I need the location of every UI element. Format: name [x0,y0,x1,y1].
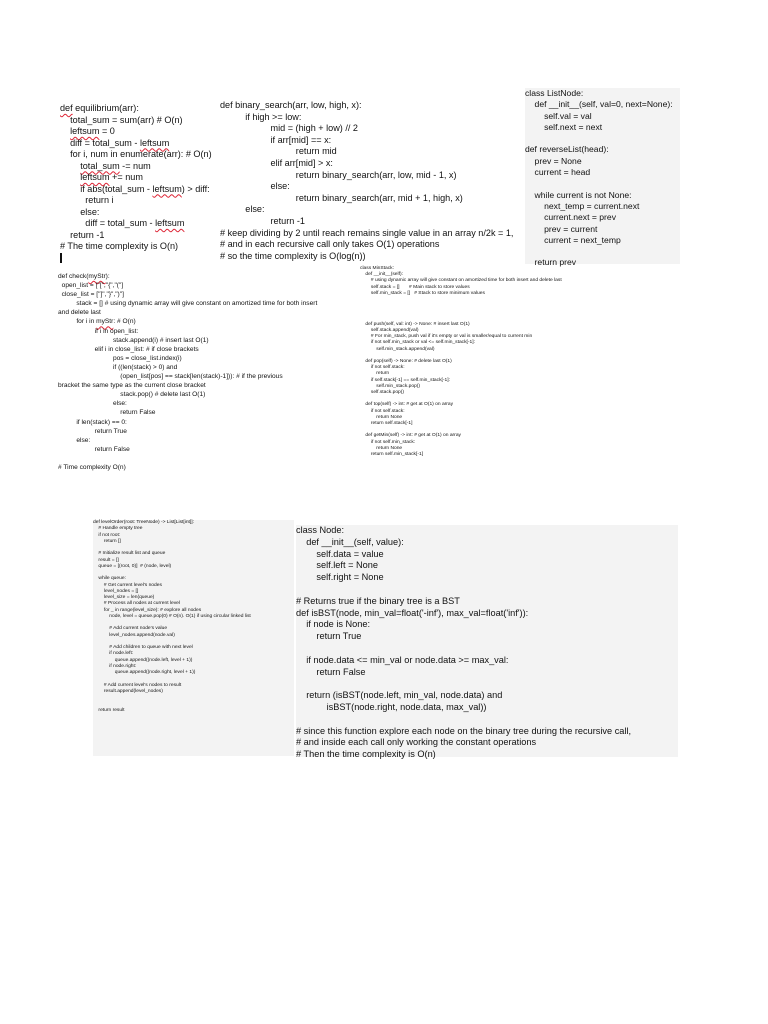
code-line: and delete last [58,309,101,317]
code-line: if high >= low: [220,111,302,122]
code-line: # For min_stack, push val if it's empty or val is smaller/equal to current min [360,334,533,340]
code-line: # using dynamic array will give constant on amortized time for both insert and delete last [360,278,562,284]
code-line [525,178,680,189]
code-line: return binary_search(arr, low, mid - 1, x) [220,169,457,180]
code-line: if arr[mid] == x: [220,134,332,145]
code-line: def top(self) -> int: # get at O(1) on array [360,402,454,408]
code-line: if not root: [93,532,121,538]
code-line: self.min_stack = [] # Stack to store minimum values [360,290,485,296]
code-line: # Initialize result list and queue [93,551,166,557]
code-line: prev = None [525,155,582,166]
code-line: def pop(self) -> None: # delete last O(1) [360,359,452,365]
code-line: def check(myStr): [58,273,110,280]
code-line: while current is not None: [525,189,632,200]
code-line: return binary_search(arr, mid + 1, high, x) [220,192,463,203]
code-line: else: [60,206,100,217]
code-line: stack.pop() # delete last O(1) [58,391,206,399]
code-line: return [360,371,390,377]
code-line: return [] [93,538,121,544]
code-line: def binary_search(arr, low, high, x): [220,100,362,110]
code-line: if ((len(stack) > 0) and [58,363,178,371]
code-line: level_nodes.append(node.val) [93,632,175,638]
code-line: # The time complexity is O(n) [60,241,179,251]
code-line: return False [58,409,156,417]
code-line: if not self.min_stack or val <= self.min_stack[-1]: [360,340,475,346]
is-bst-code-block [296,525,678,760]
code-line [525,246,680,257]
code-line: leftsum = 0 [70,126,115,136]
code-line: if not self.stack: [360,408,405,414]
code-line: def __init__(self, value): [296,536,404,547]
code-line: # and in each recursive call only takes O(1) operations [220,239,440,250]
code-line: prev = current [525,223,598,234]
code-line: queue = [(root, 0)] # (node, level) [93,563,172,569]
code-line: if i in open_list: [58,327,139,335]
code-line: level_nodes = [] [93,588,139,594]
code-line: return True [58,427,127,435]
code-line: # so the time complexity is O(log(n)) [220,250,366,261]
code-line: return -1 [60,229,105,240]
code-line: next_temp = current.next [525,200,640,211]
code-line: self.data = value [296,548,384,559]
check-brackets-code-block [58,272,358,484]
code-line: return self.stack[-1] [360,421,413,427]
code-line: for i, num in enumerate(arr): # O(n) [60,149,212,159]
text-cursor [60,253,220,266]
code-line: result.append(level_nodes) [93,688,163,694]
code-line: queue.append((node.right, level + 1)) [93,670,196,675]
code-line: def push(self, val: int) -> None: # insert last O(1) [360,321,470,327]
code-line [296,643,678,655]
code-line: # Add children to queue with next level [93,645,193,650]
code-line: isBST(node.right, node.data, max_val)) [296,701,487,712]
code-line: open_list = ["[","{","("] [58,282,124,290]
code-line: mid = (high + low) // 2 [220,123,358,134]
code-line: for _ in range(level_size): # explore all nodes [93,607,202,613]
code-line: return -1 [220,215,305,226]
code-line: def levelOrder(root: TreeNode) -> List[List[int]]: [93,520,194,525]
code-line: def __init__(self): [360,272,403,278]
code-line: if node.data <= min_val or node.data >= max_val: [296,654,509,665]
code-line: def getMin(self) -> int: # get at O(1) on array [360,433,461,439]
code-line: return False [296,666,366,677]
code-line: (open_list[pos] == stack[len(stack)-1])): # if the previous [58,373,283,381]
code-line: self.next = next [525,121,603,132]
code-line: def equilibrium(arr): [60,103,139,113]
code-line: while queue: [93,576,126,582]
min-stack-code-block [360,266,612,478]
code-line: if not self.stack: [360,365,405,371]
level-order-code-block [93,520,294,756]
code-line: diff = total_sum - leftsum [60,137,170,148]
code-line: elif i in close_list: # if close brackets [58,345,199,353]
code-line: return True [296,631,362,642]
code-line: # Process all nodes at current level [93,601,180,607]
code-line: # Then the time complexity is O(n) [296,749,436,760]
code-line: def isBST(node, min_val=float('-inf'), max_val=float('inf')): [296,607,529,618]
code-line: self.stack.append(val) [360,328,419,334]
code-line: stack.append(i) # insert last O(1) [58,336,209,344]
code-line: return mid [220,146,337,157]
code-line: return None [360,414,403,420]
code-line: self.stack = [] # Main stack to store values [360,284,470,290]
code-line [296,714,678,726]
code-line: if not self.min_stack: [360,439,416,445]
code-line: self.val = val [525,110,592,121]
code-line: current = next_temp [525,234,621,245]
code-line: self.min_stack.append(val) [360,346,435,352]
binary-search-code-block [220,100,540,265]
code-line: result = [] [93,557,119,563]
code-line: if len(stack) == 0: [58,418,127,426]
code-line: self.left = None [296,560,378,571]
code-line: total_sum -= num [80,160,151,171]
code-line: return None [360,445,403,451]
code-line: # Add current level's nodes to result [93,682,182,688]
code-line: total_sum = sum(arr) # O(n) [60,114,183,125]
code-line: if node.left: [93,651,134,657]
code-line: def __init__(self, val=0, next=None): [525,99,673,110]
code-line: leftsum += num [80,172,143,182]
code-line [296,584,678,596]
code-line: def reverseList(head): [525,144,609,155]
code-line: diff = total_sum - leftsum [60,218,185,228]
code-line: close_list = ["]","}",")"] [58,291,124,299]
reverse-list-code-block [525,88,680,268]
code-line: level_size = len(queue) [93,595,155,600]
code-line: class ListNode: [525,88,584,98]
code-line: else: [58,400,127,408]
code-line: # Handle empty tree [93,526,143,532]
code-line: bracket the same type as the current close bracket [58,382,206,390]
code-line: # keep dividing by 2 until reach remains single value in an array n/2k = 1, [220,227,514,238]
code-line: stack = [] # using dynamic array will give constant on amortized time for both insert [58,300,318,308]
code-line [296,678,678,690]
code-line: if node.right: [93,663,137,669]
code-line: return result [93,707,125,713]
code-line: return (isBST(node.left, min_val, node.data) and [296,690,503,701]
code-line: return False [58,445,130,453]
code-line: for i in myStr: # O(n) [58,318,136,326]
code-line: class MinStack: [360,266,394,271]
code-line: else: [220,204,265,215]
code-line: current = head [525,167,591,178]
equilibrium-code-block [60,103,220,263]
code-line: # Returns true if the binary tree is a BST [296,595,460,606]
code-line: # and inside each call only working the constant operations [296,737,537,748]
code-line: pos = close_list.index(i) [58,354,182,362]
code-line: # Time complexity O(n) [58,463,126,471]
code-line: else: [58,436,91,444]
code-line: queue.append((node.left, level + 1)) [93,657,193,663]
code-line: return self.min_stack[-1] [360,452,424,458]
code-line: # Get current level's nodes [93,582,162,588]
code-line [58,454,358,463]
code-line: elif arr[mid] > x: [220,157,333,168]
code-line: if self.stack[-1] == self.min_stack[-1]: [360,377,450,383]
code-line: # since this function explore each node on the binary tree during the recursive call, [296,725,632,736]
code-line: # Add current node's value [93,626,168,632]
code-line: return i [60,195,114,205]
code-line: class Node: [296,525,345,535]
code-line: else: [220,181,290,192]
code-line: self.right = None [296,572,384,583]
code-line: self.min_stack.pop() [360,383,421,389]
code-line [525,133,680,144]
code-line: node, level = queue.pop(0) # O(n). O(1) if using circular linked list [93,613,251,619]
code-line: current.next = prev [525,212,616,223]
code-line: self.stack.pop() [360,390,405,396]
code-line: if node is None: [296,619,371,630]
code-line: return prev [525,257,577,268]
code-line: if abs(total_sum - leftsum) > diff: [60,183,210,194]
